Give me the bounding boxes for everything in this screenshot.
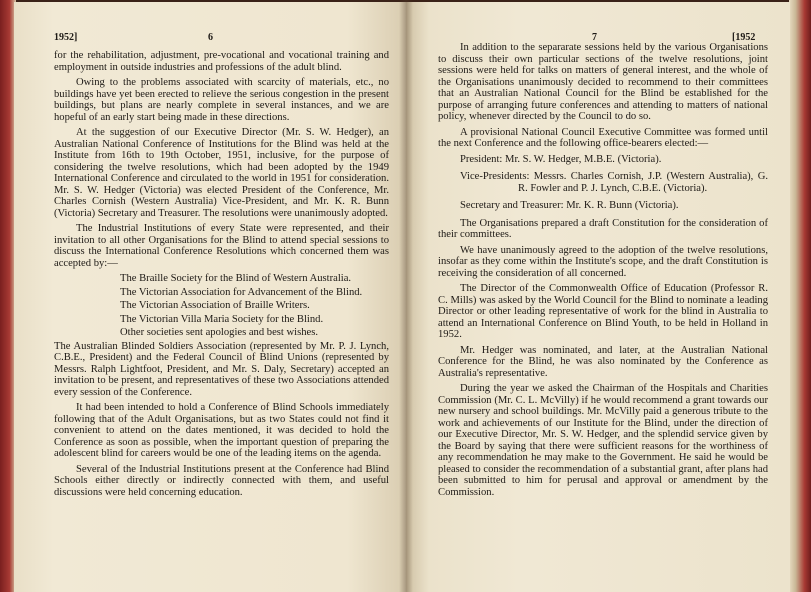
paragraph: In addition to the separarate sessions held by the various Organisations to discuss their own particular sections of the twelve resolutions, joint sessions were held for talks on matters of general interest, and the whole of the Organisations unanimously decided to recommend to their committees that an Australian National Council for the Blind be established for the purpose of arranging future conferences and attending to matters of national policy, whenever directed by the Council to do so. [438, 42, 768, 122]
office-bearer: President: Mr. S. W. Hedger, M.B.E. (Victoria). [460, 153, 662, 165]
office-bearer: Vice-Presidents: Messrs. Charles Cornish, J.P. (Western Australia), G. R. Fowler and P. J. Lynch, C.B.E. (Victoria). [460, 171, 768, 194]
paragraph: It had been intended to hold a Conference of Blind Schools immediately following that of the Adult Organisations, but as two States could not find it convenient to attend on the dates mentioned, it was decided to hold the Conference as soon as possible, when the important question of preparing the adolescent blind for careers would be one of the leading items on the agenda. [54, 402, 389, 459]
right-page [406, 2, 790, 592]
paragraph: for the rehabilitation, adjustment, pre-vocational and vocational training and employment in outside industries and professions of the adult blind. [54, 50, 389, 73]
paragraph: The Industrial Institutions of every State were represented, and their invitation to all other Organisations for the Blind to attend special sessions to discuss the International Conference Resolutions which concerned them was accepted by:— [54, 223, 389, 269]
left-page [14, 2, 406, 592]
paragraph: A provisional National Council Executive Committee was formed until the next Conference and the following office-bearers elected:— [438, 126, 768, 149]
paragraph: Several of the Industrial Institutions present at the Conference had Blind Schools either directly or indirectly connected with them, and useful discussions were held concerning education. [54, 463, 389, 498]
paragraph: Owing to the problems associated with scarcity of materials, etc., no buildings have yet been erected to relieve the serious congestion in the present buildings, but plans are nearly complete in several instances, and we are hopeful of an early start being made in these directions. [54, 77, 389, 123]
paragraph: The Organisations prepared a draft Constitution for the consideration of their committees. [438, 217, 768, 240]
left-page-year: 1952] [54, 32, 78, 43]
paragraph: Mr. Hedger was nominated, and later, at the Australian National Conference for the Blind, he was also nominated by the Conference as Australia's representative. [438, 344, 768, 379]
organisation-item: The Victorian Association for Advancement of the Blind. [120, 286, 363, 298]
organisation-item: The Victorian Villa Maria Society for the Blind. [120, 313, 324, 325]
paragraph: We have unanimously agreed to the adoption of the twelve resolutions, insofar as they come within the Institute's scope, and the draft Constitution is receiving the consideration of all concerned. [438, 244, 768, 279]
paragraph: The Australian Blinded Soldiers Association (represented by Mr. P. J. Lynch, C.B.E., President) and the Federal Council of Blind Unions (represented by Messrs. Ralph Lightfoot, President, and Mr. S. Daly, Secretary) accepted an invitation to be present, and representatives of these two Associations attended every session of the Conference. [54, 340, 389, 398]
organisation-item: Other societies sent apologies and best wishes. [120, 327, 319, 338]
left-page-body [54, 50, 389, 502]
organisation-item: The Victorian Association of Braille Writers. [120, 300, 310, 311]
right-page-number: 7 [592, 32, 597, 43]
right-page-body [438, 42, 768, 502]
right-page-year: [1952 [732, 32, 756, 43]
paragraph: The Director of the Commonwealth Office of Education (Professor R. C. Mills) was asked by the World Council for the Blind to nominate a leading Director or other leading representative of work for the blind in Australia to attend an International Conference on Blind Youth, to be held in Holland in 1952. [438, 283, 768, 340]
left-page-number: 6 [208, 32, 213, 43]
organisation-item: The Braille Society for the Blind of Western Australia. [120, 273, 352, 284]
paragraph: At the suggestion of our Executive Director (Mr. S. W. Hedger), an Australian National Conference of Institutions for the Blind was held at the Institute from 16th to 19th October, 1951, inclusive, for the purpose of considering the twelve resolutions, which had been adopted by the 1949 International Conference and circulated to the world in 1951 for consideration. Mr. S. W. Hedger (Victoria) was elected President of the Conference, Mr. Charles Cornish (Western Australia) Vice-President, and Mr. K. R. Bunn (Victoria) Secretary and Treasurer. The resolutions were unanimously adopted. [54, 127, 389, 219]
paragraph: During the year we asked the Chairman of the Hospitals and Charities Commission (Mr. C. L. McVilly) if he would recommend a grant towards our new nursery and school buildings. Mr. McVilly paid a generous tribute to the work and achievements of our Institute for the Blind, under the direction of our Executive Director, Mr. S. W. Hedger, and the splendid service given by the Board by saying that there were sufficient reasons for the worthiness of any recommendation he may make to the Government. He said he would be pleased to consider the recommendation of a substantial grant, after plans had been submitted to him for perusal and approval or amendment by the Commission. [438, 383, 768, 498]
book-edge-right [789, 0, 811, 592]
office-bearer: Secretary and Treasurer: Mr. K. R. Bunn (Victoria). [460, 200, 679, 211]
